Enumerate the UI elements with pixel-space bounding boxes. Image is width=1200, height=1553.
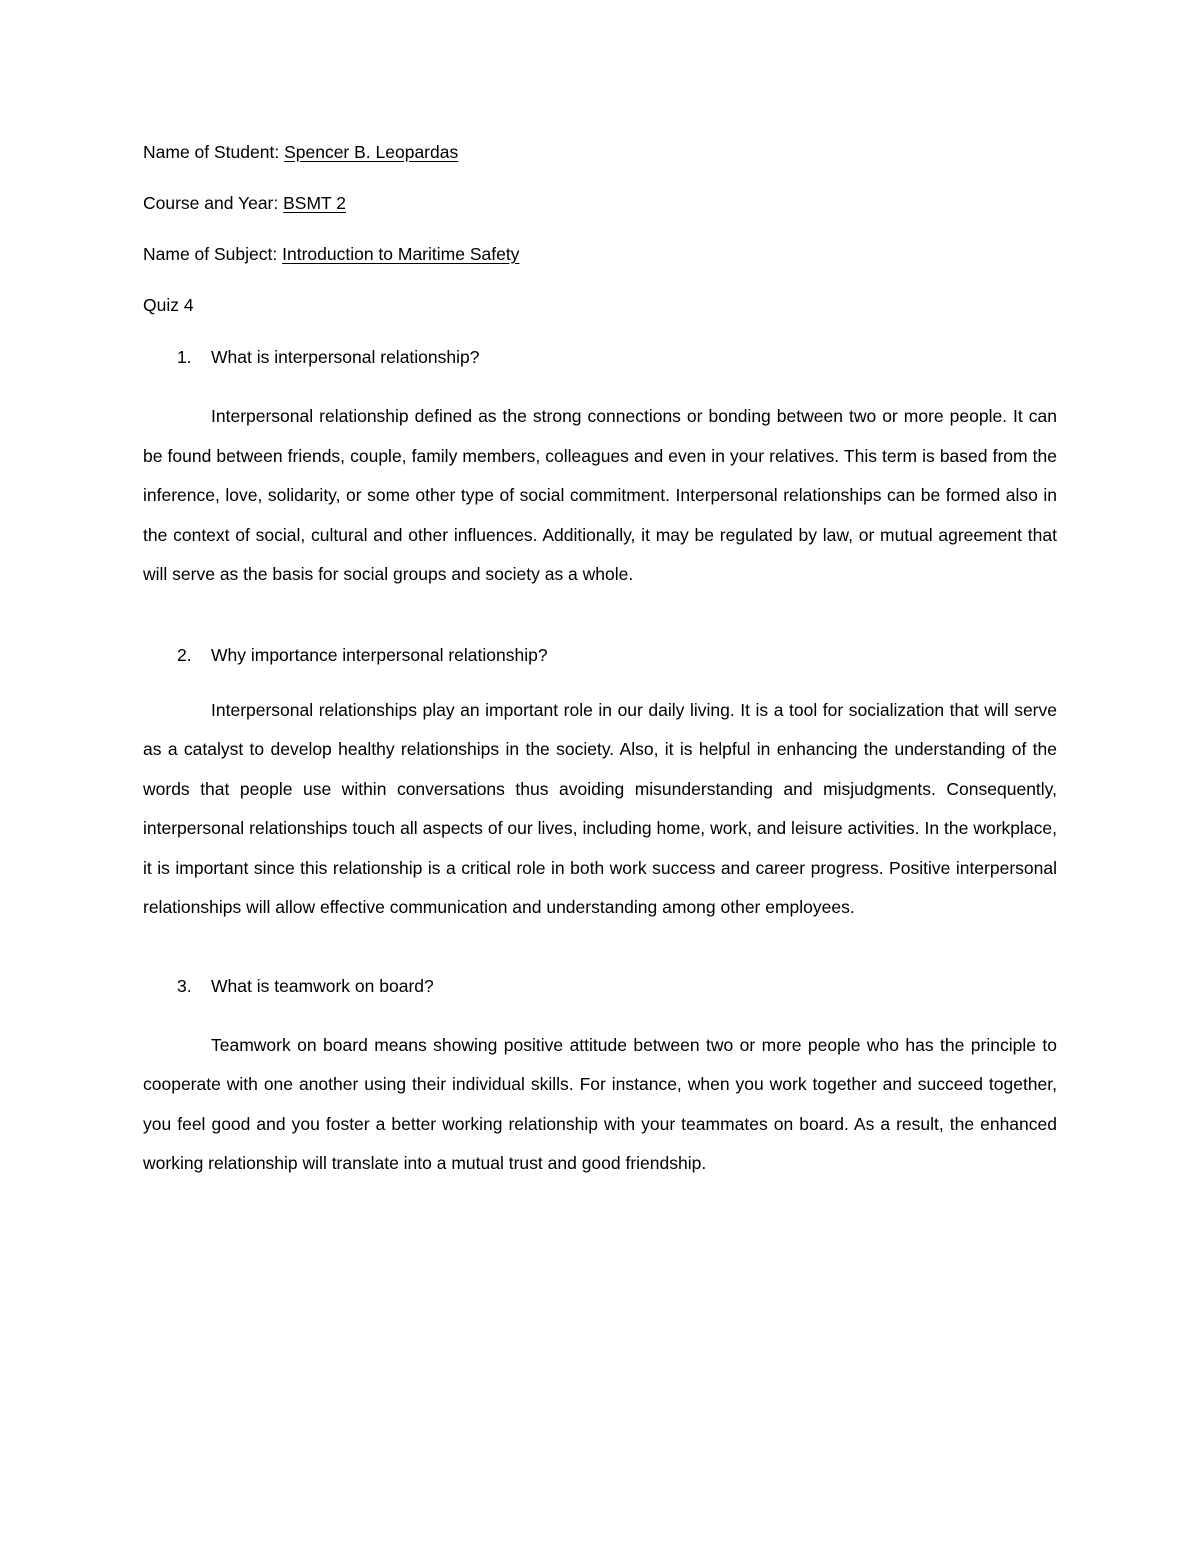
question-number: 3. [177,975,192,996]
student-name-line [143,140,1057,164]
question-number: 2. [177,644,192,665]
question-text: What is teamwork on board? [211,975,434,996]
course-year-line [143,191,1057,215]
answer-3: Teamwork on board means showing positive attitude between two or more people who has the principle to cooperate with one another using their individual skills. For instance, when you work together and succeed together, you feel good and you foster a better working relationship with your teammates on board. As a result, the enhanced working relationship will translate into a mutual trust and good friendship. [143,1034,1057,1173]
question-text: What is interpersonal relationship? [211,347,480,367]
document-body [143,140,1057,1184]
course-year-label: Course and Year: [143,193,279,213]
subject-label: Name of Subject: [143,244,278,264]
question-2 [143,643,1057,667]
student-name-value: Spencer B. Leopardas [284,142,459,162]
answer-1: Interpersonal relationship defined as the strong connections or bonding between two or more people. It can be found between friends, couple, family members, colleagues and even in your relatives. This term is based from the inference, love, solidarity, or some other type of social commitment. Interpersonal relationships can be formed also in the context of social, cultural and other influences. Additionally, it may be regulated by law, or mutual agreement that will serve as the basis for social groups and society as a whole. [143,406,1057,584]
question-1 [143,345,1057,369]
question-text: Why importance interpersonal relationship? [211,644,548,665]
quiz-title: Quiz 4 [143,295,194,315]
subject-line [143,242,1057,266]
student-name-label: Name of Student: [143,142,280,162]
question-number: 1. [177,347,192,367]
question-3 [143,974,1057,998]
subject-value: Introduction to Maritime Safety [282,244,520,264]
answer-2: Interpersonal relationships play an important role in our daily living. It is a tool for socialization that will serve as a catalyst to develop healthy relationships in the society. Also, it is helpful in enhancing the understanding of the words that people use within conversations thus avoiding misunderstanding and misjudgments. Consequently, interpersonal relationships touch all aspects of our lives, including home, work, and leisure activities. In the workplace, it is important since this relationship is a critical role in both work success and career progress. Positive interpersonal relationships will allow effective communication and understanding among other employees. [143,699,1057,917]
course-year-value: BSMT 2 [283,193,347,213]
